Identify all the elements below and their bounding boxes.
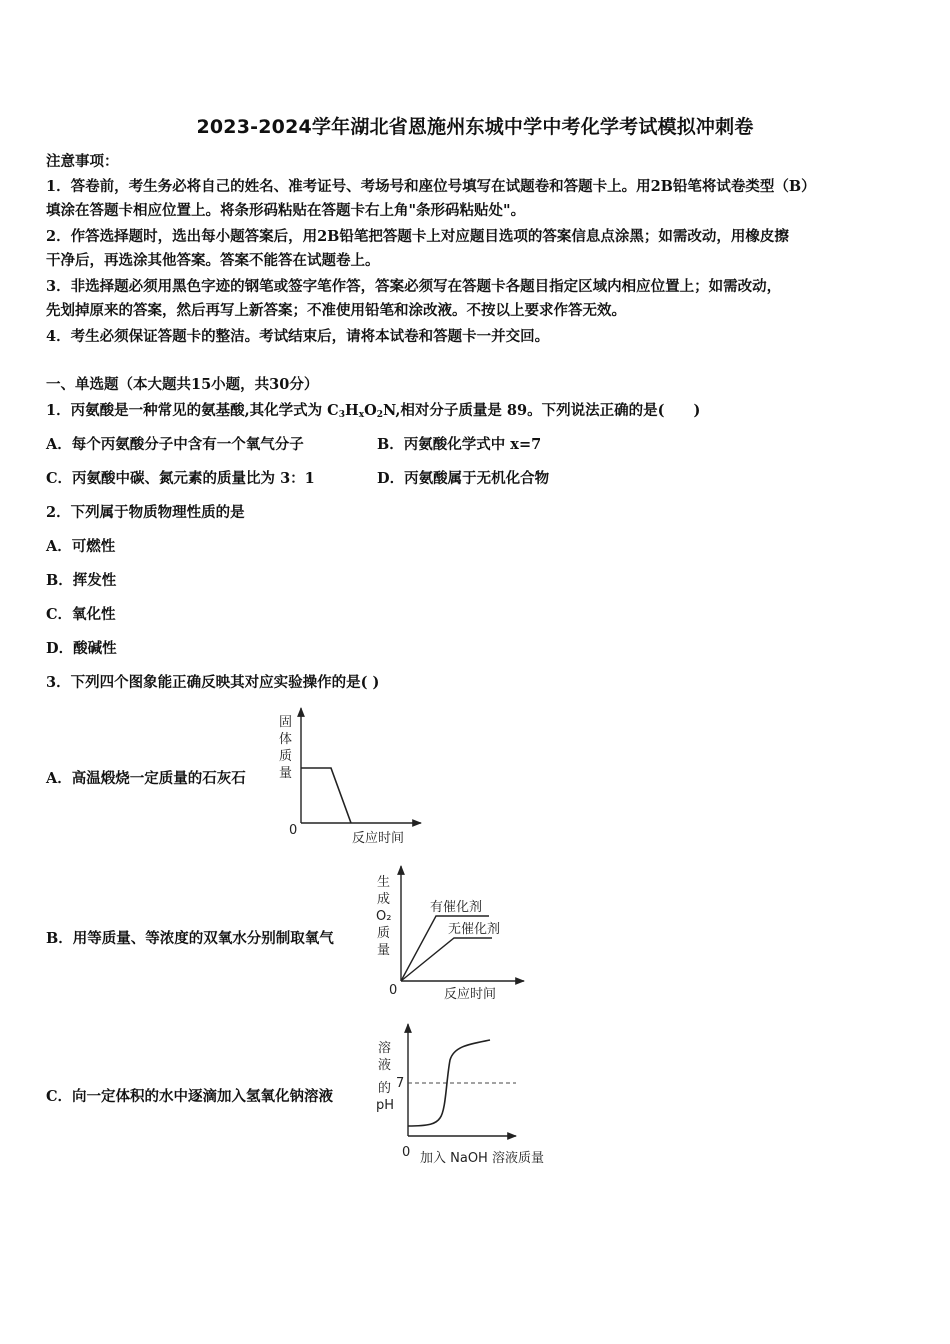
section-heading: 一、单选题（本大题共15小题，共30分）	[46, 376, 319, 393]
graph-b-legend-no-catalyst: 无催化剂	[448, 922, 501, 937]
graph-c-ref-label: 7	[396, 1076, 405, 1091]
q3-graph-a	[276, 706, 426, 846]
note-line: 2．作答选择题时，选出每小题答案后，用2B铅笔把答题卡上对应题目选项的答案信息点涂黑；如需改动，用橡皮擦	[46, 228, 789, 245]
graph-b-ylabel: 生	[377, 875, 391, 890]
graph-b-origin: 0	[389, 983, 398, 998]
graph-b-ylabel: 成	[377, 892, 391, 907]
q2-option-a: A．可燃性	[46, 538, 116, 555]
graph-b-series-no-catalyst	[401, 938, 492, 981]
q3-graph-c	[374, 1022, 554, 1172]
graph-c-ylabel: 液	[378, 1058, 392, 1073]
question-1-stem: 1．丙氨酸是一种常见的氨基酸,其化学式为 $C_3H_xO_2N$,相对分子质量是 89。下列说法正确的是( )	[46, 402, 701, 420]
note-line: 4．考生必须保证答题卡的整洁。考试结束后，请将本试卷和答题卡一并交回。	[46, 328, 550, 345]
question-3-stem: 3．下列四个图象能正确反映其对应实验操作的是( )	[46, 674, 380, 691]
graph-b-legend-catalyst: 有催化剂	[430, 900, 483, 915]
q1-option-d: D．丙氨酸属于无机化合物	[377, 470, 550, 487]
q1-option-b: B．丙氨酸化学式中 x=7	[377, 436, 542, 453]
graph-a-ylabel: 体	[279, 732, 293, 747]
page-title: 2023-2024学年湖北省恩施州东城中学中考化学考试模拟冲刺卷	[196, 116, 754, 138]
note-line: 3．非选择题必须用黑色字迹的钢笔或签字笔作答，答案必须写在答题卡各题目指定区域内相应位置上；如需改动，	[46, 278, 782, 295]
graph-b-ylabel: 质	[377, 926, 391, 941]
graph-c-ylabel: pH	[376, 1098, 395, 1113]
graph-a-ylabel: 质	[279, 749, 293, 764]
graph-c-origin: 0	[402, 1145, 411, 1160]
note-line: 1．答卷前，考生务必将自己的姓名、准考证号、考场号和座位号填写在试题卷和答题卡上。用2B铅笔将试卷类型（B）	[46, 178, 816, 195]
notes-heading: 注意事项：	[46, 153, 119, 170]
question-2-stem: 2．下列属于物质物理性质的是	[46, 504, 245, 521]
q2-option-b: B．挥发性	[46, 572, 117, 589]
graph-c-ylabel: 的	[378, 1081, 392, 1096]
q3-graph-b	[374, 864, 534, 1004]
graph-c-ylabel: 溶	[378, 1041, 392, 1056]
note-line: 先划掉原来的答案，然后再写上新答案；不准使用铅笔和涂改液。不按以上要求作答无效。	[46, 302, 626, 319]
q3-option-c: C．向一定体积的水中逐滴加入氢氧化钠溶液	[46, 1088, 334, 1105]
q2-option-c: C．氧化性	[46, 606, 116, 623]
graph-b-ylabel: O₂	[376, 909, 392, 924]
graph-c-ph-curve	[408, 1040, 490, 1126]
note-line: 填涂在答题卡相应位置上。将条形码粘贴在答题卡右上角"条形码粘贴处"。	[46, 202, 526, 219]
graph-c-xlabel: 加入 NaOH 溶液质量	[420, 1151, 544, 1166]
graph-a-origin: 0	[289, 823, 298, 838]
q1-option-c: C．丙氨酸中碳、氮元素的质量比为 3：1	[46, 470, 315, 487]
graph-b-xlabel: 反应时间	[444, 987, 497, 1002]
graph-a-curve	[301, 768, 351, 823]
graph-a-ylabel: 固	[279, 715, 293, 730]
graph-b-ylabel: 量	[377, 943, 391, 958]
q3-option-b: B．用等质量、等浓度的双氧水分别制取氧气	[46, 930, 334, 947]
note-line: 干净后，再选涂其他答案。答案不能答在试题卷上。	[46, 252, 380, 269]
graph-a-xlabel: 反应时间	[352, 831, 405, 846]
q3-option-a: A．高温煅烧一定质量的石灰石	[46, 770, 246, 787]
q1-option-a: A．每个丙氨酸分子中含有一个氧气分子	[46, 436, 304, 453]
graph-a-ylabel: 量	[279, 766, 293, 781]
q2-option-d: D．酸碱性	[46, 640, 117, 657]
